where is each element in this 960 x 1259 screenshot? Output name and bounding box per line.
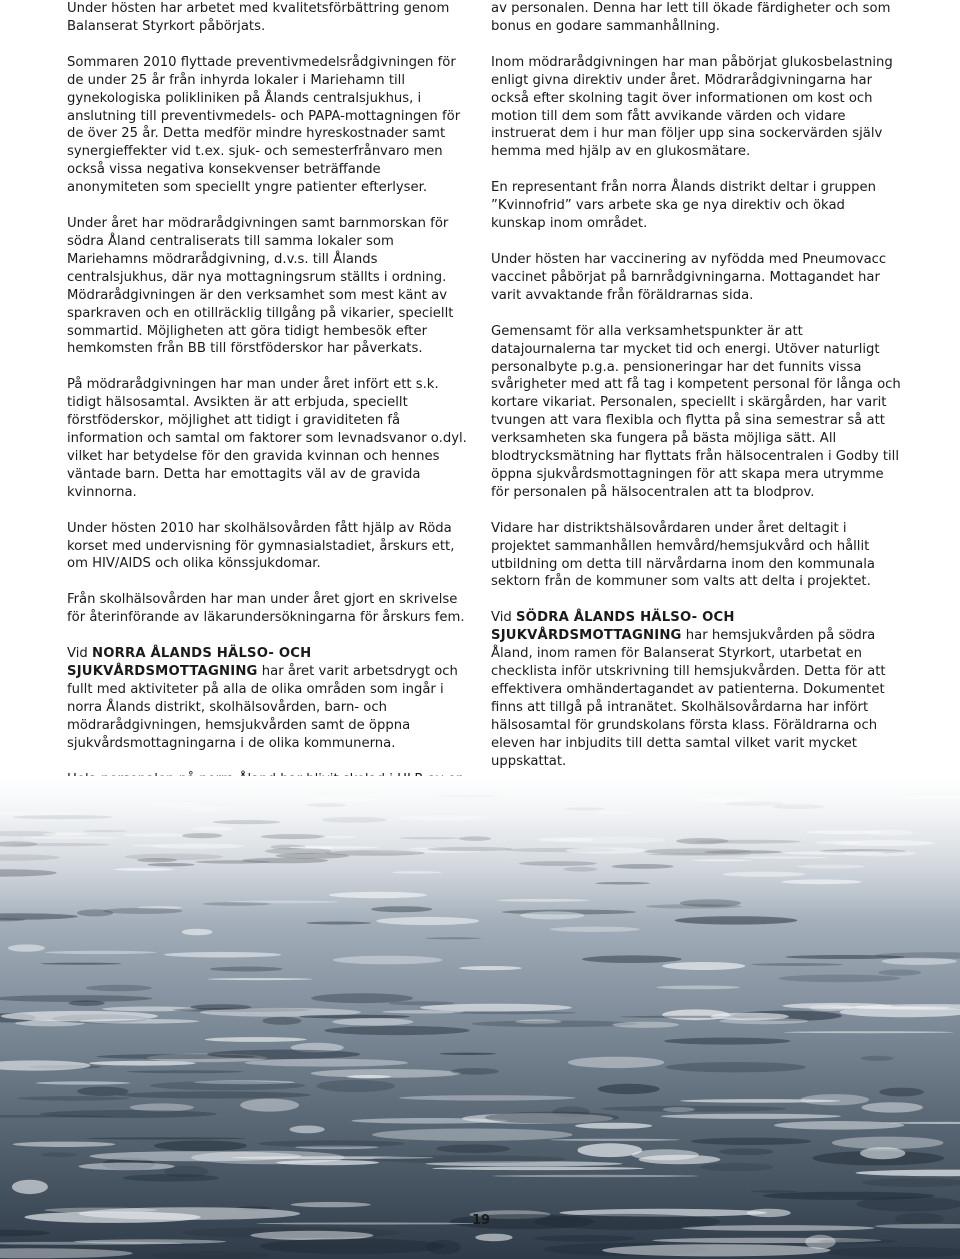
section-heading-norra: NORRA ÅLANDS HÄLSO- OCH SJUKVÅRDSMOTTAGNING <box>67 646 312 680</box>
paragraph: Sommaren 2010 flyttade preventivmedelsrådgivningen för de under 25 år från inhyrda lokaler i Mariehamn till gynekologiska polikliniken på Ålands centralsjukhus, i anslutning till preventivmedels- och PAPA-mottagningen för de över 25 år. Detta medför mindre hyreskostnader samt synergieffekter vid t.ex. sjuk- och semesterfrånvaro men också vissa negativa konsekvenser beträffande anonymiteten som speciellt yngre patienter efterlyser. <box>67 54 461 196</box>
paragraph: av personalen. Denna har lett till ökade färdigheter och som bonus en godare sammanhållning. <box>491 1 891 34</box>
paragraph: En representant från norra Ålands distrikt deltar i gruppen ”Kvinnofrid” vars arbete ska ge nya direktiv och ökad kunskap inom området. <box>491 180 877 232</box>
paragraph: På mödrarådgivningen har man under året infört ett s.k. tidigt hälsosamtal. Avsikten är att erbjuda, speciellt förstföderskor, möjlighet att tidigt i graviditeten få information och samtal om faktorer som levnadsvanor o.dyl. vilket har betydelse för den gravida kvinnan och hennes väntade barn. Detta har emottagits väl av de gravida kvinnorna. <box>67 377 467 500</box>
paragraph: Vidare har distriktshälsovårdaren under året deltagit i projektet sammanhållen hemvård/hemsjukvård och hållit utbildning om detta till närvårdarna inom den kommunala sektorn från de kommuner som valts att delta i projektet. <box>491 520 875 590</box>
paragraph: Under hösten 2010 har skolhälsovården fått hjälp av Röda korset med undervisning för gymnasialstadiet, årskurs ett, om HIV/AIDS och olika könssjukdomar. <box>67 520 455 572</box>
water-photo <box>0 776 960 1259</box>
paragraph: Från skolhälsovården har man under året gjort en skrivelse för återinförande av läkarundersökningarna för årskurs fem. <box>67 592 465 626</box>
paragraph: Inom mödrarådgivningen har man påbörjat glukosbelastning enligt givna direktiv under året. Mödrarådgivningarna har också efter skolning tagit över informationen om kost och motion till dem som fått avvikande värden och vidare instruerat dem i hur man följer upp sina sockervärden själv hemma med hjälp av en glukosmätare. <box>491 54 893 160</box>
paragraph <box>67 645 472 752</box>
water-surface-image <box>0 776 960 1259</box>
paragraph: Gemensamt för alla verksamhetspunkter är att datajournalerna tar mycket tid och energi. Utöver naturligt personalbyte p.g.a. pensioneringar har det funnits vissa svårigheter med att få tag i kompetent personal för långa och kortare vikariat. Personalen, speciellt i skärgården, har varit tvungen att vara flexibla och flytta på sina semestrar så att verksamheten ska fungera på bästa möjliga sätt. All blodtrycksmätning har flyttats från hälsocentralen i Godby till öppna sjukvårdsmottagningen för att skapa mera utrymme för personalen på hälsocentralen att ta blodprov. <box>491 323 901 500</box>
paragraph-text: Vid <box>491 610 516 626</box>
paragraph: Under hösten har vaccinering av nyfödda med Pneumovacc vaccinet påbörjat på barnrådgivningarna. Mottagandet har varit avvaktande från föräldrarnas sida. <box>491 251 887 303</box>
paragraph: Under året har mödrarådgivningen samt barnmorskan för södra Åland centraliserats till samma lokaler som Mariehamns mödrarådgivning, d.v.s. till Ålands centralsjukhus, där nya mottagningsrum ställts i ordning. Mödrarådgivningen är den verksamhet som mest känt av sparkraven och en otillräcklig tillgång på vikarier, speciellt sommartid. Möjligheten att göra tidigt hembesök efter hemkomsten från BB till förstföderskor har påverkats. <box>67 216 454 357</box>
paragraph-text: har hemsjukvården på södra Åland, inom ramen för Balanserat Styrkort, utarbetat en checklista inför utskrivning till hemsjukvården. Detta för att effektivera omhändertagandet av patienterna. Dokumentet finns att tillgå på intranätet. Skolhälsovårdarna har infört hälsosamtal för grundskolans första klass. Föräldrarna och eleven har inbjudits till detta samtal vilket varit mycket uppskattat. <box>491 628 886 769</box>
page-number: 19 <box>471 1213 491 1228</box>
paragraph: Under hösten har arbetet med kvalitetsförbättring genom Balanserat Styrkort påbörjats. <box>67 1 450 34</box>
paragraph <box>491 609 903 770</box>
left-column <box>67 0 472 824</box>
section-heading-sodra: SÖDRA ÅLANDS HÄLSO- OCH SJUKVÅRDSMOTTAGNING <box>491 610 735 644</box>
paragraph-text: har året varit arbetsdrygt och fullt med aktiviteter på alla de olika områden som ingår i norra Ålands distrikt, skolhälsovården, barn- och mödrarådgivningen, hemsjukvården samt de öppna sjukvårdsmottagningarna i de olika kommunerna. <box>67 664 458 751</box>
right-column <box>491 0 903 842</box>
paragraph-text: Vid <box>67 646 92 662</box>
